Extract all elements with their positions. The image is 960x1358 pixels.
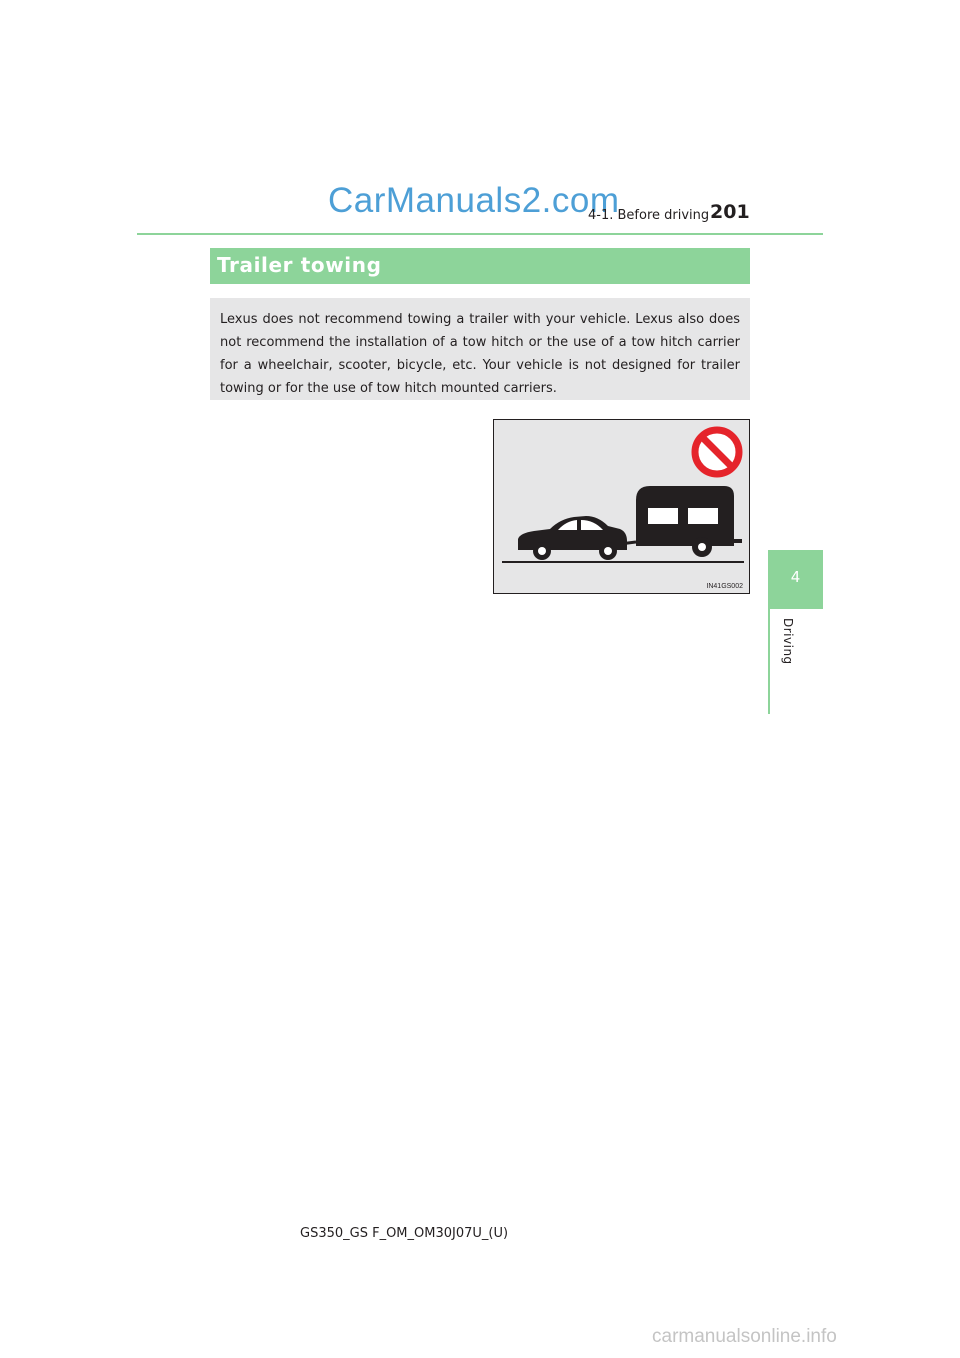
page-number: 201 [710,201,750,223]
chapter-tab-line [768,609,770,714]
watermark-carmanuals2: CarManuals2.com [328,181,620,220]
chapter-tab [768,550,823,609]
section-title: Trailer towing [217,253,382,277]
prohibition-icon [695,430,739,474]
chapter-label: Driving [781,618,795,665]
figure-code: IN41GS002 [706,583,743,590]
car-icon [518,516,627,560]
section-title-bar [210,248,750,284]
chapter-number: 4 [790,568,801,586]
intro-text: Lexus does not recommend towing a trailer with your vehicle. Lexus also does not recommend the installation of a tow hitch or the use of a tow hitch carrier for a wheelchair, scooter, bicycle, etc. Your vehicle is not designed for trailer towing or for the use of tow hitch mounted carriers. [220,312,740,396]
header-divider [137,233,823,235]
section-header: 4-1. Before driving [588,208,710,223]
trailer-icon [620,486,742,557]
watermark-carmanualsonline: carmanualsonline.info [652,1326,837,1347]
illustration-drawing [494,420,749,593]
intro-box [210,298,750,400]
trailer-towing-illustration [493,419,750,594]
footer-document-code: GS350_GS F_OM_OM30J07U_(U) [300,1226,509,1241]
